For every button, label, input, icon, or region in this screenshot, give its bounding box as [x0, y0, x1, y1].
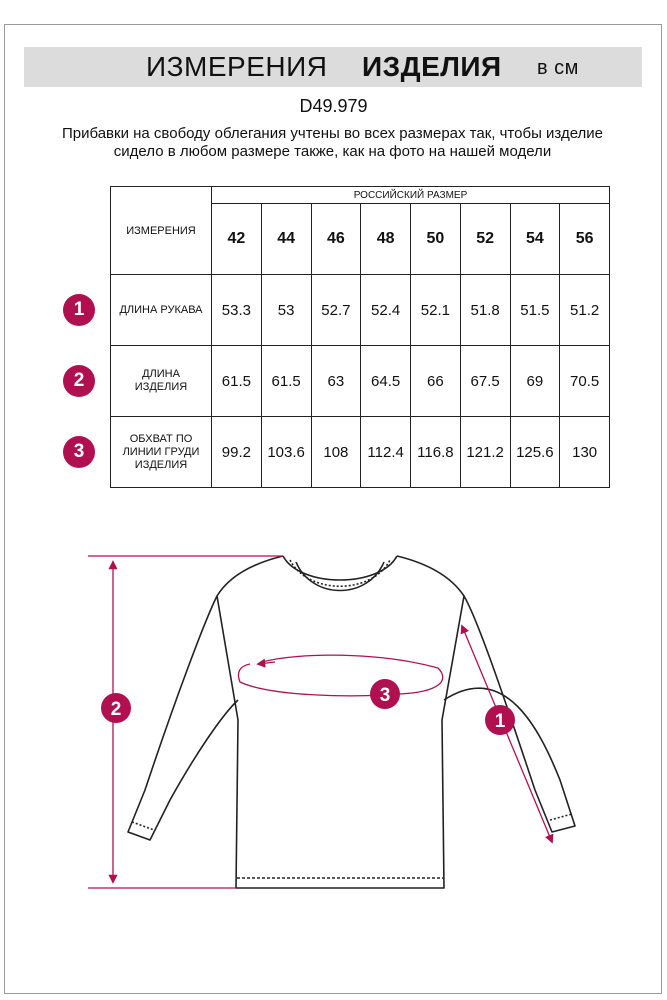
- product-code: D49.979: [299, 96, 368, 116]
- size-header: 46: [311, 204, 361, 275]
- table-cell: 52.4: [361, 275, 411, 346]
- table-row: [111, 417, 610, 488]
- table-cell: 63: [311, 346, 361, 417]
- row-label: ОБХВАТ ПО ЛИНИИ ГРУДИ ИЗДЕЛИЯ: [111, 417, 212, 488]
- table-row: [111, 346, 610, 417]
- table-cell: 69: [510, 346, 560, 417]
- table-cell: 99.2: [212, 417, 262, 488]
- size-header: 54: [510, 204, 560, 275]
- title-unit: в см: [537, 57, 579, 79]
- measurement-guides: [88, 556, 552, 888]
- row-label: ДЛИНА ИЗДЕЛИЯ: [111, 346, 212, 417]
- table-cell: 51.8: [460, 275, 510, 346]
- table-cell: 52.7: [311, 275, 361, 346]
- chest-arrow: [258, 662, 275, 664]
- row-number-badge-3: 3: [63, 436, 95, 468]
- row-label: ДЛИНА РУКАВА: [111, 275, 212, 346]
- size-header: 48: [361, 204, 411, 275]
- table-cell: 67.5: [460, 346, 510, 417]
- title-measurements: ИЗМЕРЕНИЯ: [146, 51, 328, 82]
- table-cell: 53.3: [212, 275, 262, 346]
- table-cell: 112.4: [361, 417, 411, 488]
- sweater-diagram: [0, 540, 667, 900]
- table-cell: 52.1: [411, 275, 461, 346]
- fit-note: Прибавки на свободу облегания учтены во всех размерах так, чтобы изделие сидело в любом размере также, как на фото на нашей модели: [61, 125, 604, 160]
- table-cell: 103.6: [261, 417, 311, 488]
- table-row: [111, 275, 610, 346]
- table-cell: 116.8: [411, 417, 461, 488]
- size-system-label: РОССИЙСКИЙ РАЗМЕР: [212, 187, 610, 204]
- table-cell: 66: [411, 346, 461, 417]
- size-header: 42: [212, 204, 262, 275]
- marker-3-label: 3: [379, 685, 391, 706]
- marker-2-label: 2: [110, 699, 122, 720]
- table-cell: 51.5: [510, 275, 560, 346]
- size-table: [110, 186, 610, 488]
- table-cell: 121.2: [460, 417, 510, 488]
- size-header: 52: [460, 204, 510, 275]
- table-cell: 51.2: [560, 275, 610, 346]
- table-cell: 61.5: [212, 346, 262, 417]
- table-cell: 64.5: [361, 346, 411, 417]
- row-number-badge-1: 1: [63, 294, 95, 326]
- size-header: 44: [261, 204, 311, 275]
- table-cell: 61.5: [261, 346, 311, 417]
- table-corner-label: ИЗМЕРЕНИЯ: [111, 187, 212, 275]
- diagram-markers: [101, 679, 515, 735]
- marker-1-label: 1: [494, 711, 506, 732]
- table-cell: 70.5: [560, 346, 610, 417]
- chest-ellipse: [238, 655, 442, 696]
- title-banner: [24, 47, 642, 87]
- size-header: 50: [411, 204, 461, 275]
- table-cell: 108: [311, 417, 361, 488]
- table-cell: 125.6: [510, 417, 560, 488]
- size-header: 56: [560, 204, 610, 275]
- table-cell: 53: [261, 275, 311, 346]
- table-cell: 130: [560, 417, 610, 488]
- row-number-badge-2: 2: [63, 365, 95, 397]
- title-product: ИЗДЕЛИЯ: [362, 51, 502, 82]
